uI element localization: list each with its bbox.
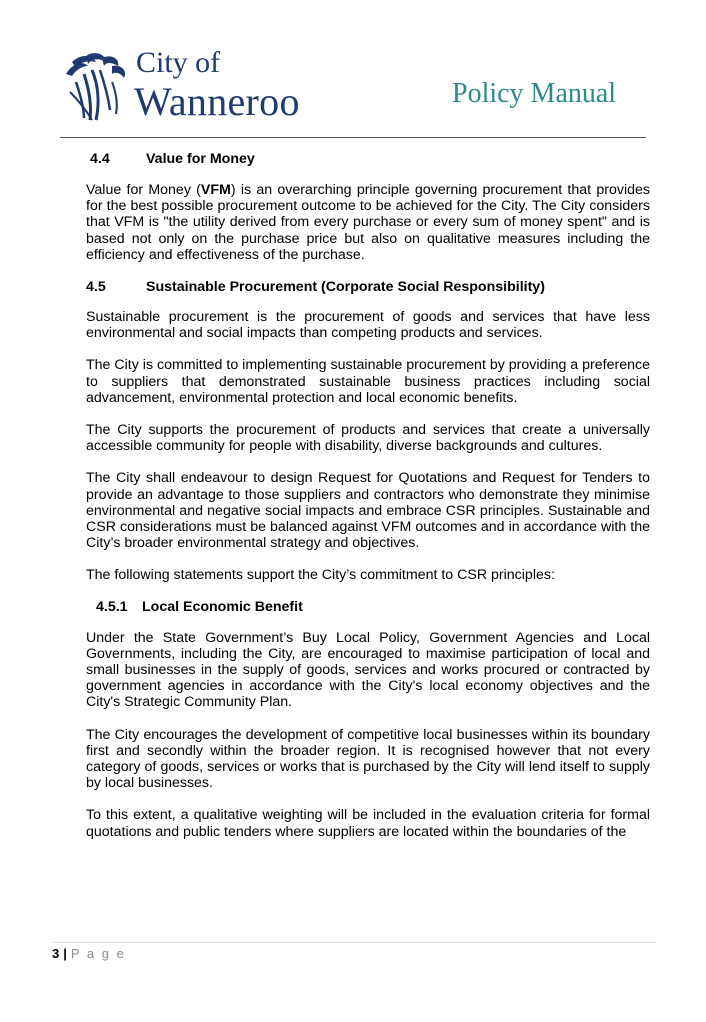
paragraph: The City encourages the development of competitive local businesses within its boundary first and secondly within the broader region. It is recognised however that not every category of goods, services or works that is purchased by the City will lend itself to supply by local businesses.: [86, 726, 650, 792]
section-number: 4.5.1: [96, 598, 128, 615]
section-heading-4-5: [86, 278, 650, 296]
page-label: P a g e: [70, 946, 126, 961]
paragraph: The City supports the procurement of products and services that create a universally accessible community for people with disability, diverse backgrounds and cultures.: [86, 422, 650, 455]
page-number: 3: [52, 946, 60, 961]
paragraph: The City shall endeavour to design Request for Quotations and Request for Tenders to provide an advantage to those suppliers and contractors who demonstrate they minimise environmental and negative social impacts and embrace CSR principles. Sustainable and CSR considerations must be balanced against VFM outcomes and in accordance with the City’s broader environmental strategy and objectives.: [86, 470, 650, 552]
section-heading-4-4: [90, 150, 650, 168]
document-title: Policy Manual: [452, 78, 617, 109]
page-header: [0, 0, 706, 140]
paragraph: Under the State Government’s Buy Local Policy, Government Agencies and Local Governments, including the City, are encouraged to maximise participation of local and small businesses in the supply of goods, services and works procured or contracted by government agencies in accordance with the City's local economy objectives and the City's Strategic Community Plan.: [86, 629, 650, 711]
paragraph-text: Value for Money (: [86, 182, 201, 198]
footer-separator: |: [63, 946, 67, 961]
document-body: [86, 150, 650, 840]
paragraph-text: ) is an overarching principle governing procurement that provides for the best possible procurement outcome to be achieved for the City. The City considers that VFM is "the utility derived from every purchase or every sum of money spent" and is based not only on the purchase price but also on qualitative measures including the efficiency and effectiveness of the purchase.: [86, 182, 650, 263]
header-divider: [60, 137, 646, 138]
section-title: Value for Money: [146, 151, 255, 167]
paragraph: To this extent, a qualitative weighting will be included in the evaluation criteria for formal quotations and public tenders where suppliers are located within the boundaries of the: [86, 807, 650, 840]
section-title: Sustainable Procurement (Corporate Social Responsibility): [146, 279, 545, 296]
logo-text-city-of: City of: [136, 46, 221, 79]
paragraph-vfm: [86, 182, 650, 263]
paragraph: The City is committed to implementing sustainable procurement by providing a preference to suppliers that demonstrated sustainable business practices including social advancement, environmental protection and local economic benefits.: [86, 357, 650, 406]
footer-divider: [52, 942, 656, 943]
section-number: 4.5: [86, 279, 106, 296]
section-heading-4-5-1: [96, 598, 650, 616]
paragraph: The following statements support the City’s commitment to CSR principles:: [86, 567, 555, 584]
section-title: Local Economic Benefit: [142, 598, 303, 615]
acronym-vfm: VFM: [200, 182, 231, 198]
logo-text-wanneroo: Wanneroo: [134, 79, 300, 124]
page-footer: [52, 946, 126, 961]
kangaroo-paw-logo-icon: [62, 52, 134, 122]
paragraph: Sustainable procurement is the procurement of goods and services that have less environmental and social impacts than competing products and services.: [86, 309, 650, 342]
section-number: 4.4: [90, 151, 110, 167]
